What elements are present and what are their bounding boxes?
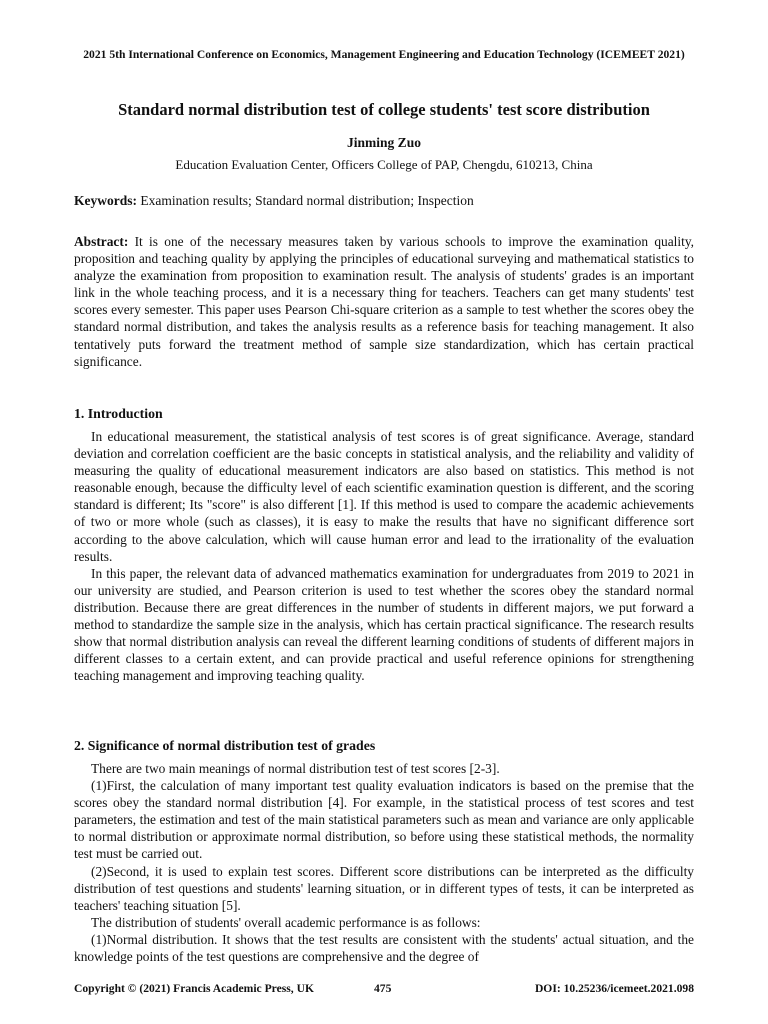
section-1-body	[74, 428, 694, 684]
footer-copyright: Copyright © (2021) Francis Academic Press, UK	[74, 982, 314, 995]
abstract-text: It is one of the necessary measures taken by various schools to improve the examination quality, proposition and teaching quality by applying the principles of educational surveying and mathematical statistics to analyze the examination from proposition to examination result. The analysis of students' grades is an important link in the whole teaching process, and it is a necessary thing for teachers. Teachers can get many students' test scores every semester. This paper uses Pearson Chi-square criterion as a sample to test whether the scores obey the standard normal distribution, and takes the analysis results as a reference basis for teaching management. It also tentatively puts forward the treatment method of sample size standardization, which has certain practical significance.	[74, 234, 694, 369]
footer-page-number: 475	[374, 982, 392, 995]
section-2-paragraph: There are two main meanings of normal distribution test of test scores [2-3].	[91, 761, 500, 776]
abstract	[74, 233, 694, 370]
section-2-heading: 2. Significance of normal distribution test of grades	[74, 738, 376, 753]
section-1-paragraph: In educational measurement, the statistical analysis of test scores is of great significance. Average, standard deviation and correlation coefficient are the basic concepts in statistical analysis, and the reliability and validity of measuring the quality of educational measurement indicators are also based on statistics. This method is not reasonable enough, because the difficulty level of each scientific examination question is different, and the scoring standard is different; Its "score" is also different [1]. If this method is used to compare the academic achievements of two or more whole (such as classes), it is easy to make the results that have no significant difference sort according to the above calculation, which will cause human error and lead to the irrationality of the evaluation results.	[74, 429, 694, 564]
keywords-label: Keywords:	[74, 193, 137, 208]
section-2-paragraph: (1)First, the calculation of many important test quality evaluation indicators is based on the premise that the scores obey the standard normal distribution [4]. For example, in the statistical process of test scores and test parameters, the estimation and test of the main statistical parameters such as mean and variance are only applicable to normal distribution or approximate normal distribution, so before using these statistical methods, the normality test must be carried out.	[74, 778, 694, 862]
conference-header: 2021 5th International Conference on Economics, Management Engineering and Education Technology (ICEMEET 2021)	[83, 48, 685, 61]
section-2-paragraph: (1)Normal distribution. It shows that the test results are consistent with the students' actual situation, and the knowledge points of the test questions are comprehensive and the degree of	[74, 931, 694, 965]
keywords-text: Examination results; Standard normal distribution; Inspection	[137, 193, 474, 208]
footer-doi: DOI: 10.25236/icemeet.2021.098	[534, 982, 694, 995]
author-affiliation: Education Evaluation Center, Officers College of PAP, Chengdu, 610213, China	[175, 157, 593, 172]
section-2-body	[74, 760, 694, 965]
section-2-paragraph: (2)Second, it is used to explain test scores. Different score distributions can be interpreted as the difficulty distribution of test questions and students' learning situation, or in different types of tests, it can be interpreted as teachers' teaching situation [5].	[74, 863, 694, 913]
section-1-paragraph: In this paper, the relevant data of advanced mathematics examination for undergraduates from 2019 to 2021 in our university are studied, and Pearson criterion is used to test whether the scores obey the standard normal distribution. Because there are great differences in the number of students in different majors, we put forward a method to standardize the sample size in the analysis, which has certain practical significance. The research results show that normal distribution analysis can reveal the different learning conditions of students of different majors in different classes to a certain extent, and can provide practical and useful reference opinions for strengthening teaching management and improving teaching quality.	[74, 565, 694, 684]
section-2-paragraph: The distribution of students' overall academic performance is as follows:	[91, 914, 481, 930]
paper-title: Standard normal distribution test of college students' test score distribution	[118, 100, 650, 119]
abstract-label: Abstract:	[74, 234, 129, 249]
paper-author: Jinming Zuo	[347, 135, 421, 150]
keywords	[74, 192, 694, 210]
section-1-heading: 1. Introduction	[74, 406, 163, 421]
